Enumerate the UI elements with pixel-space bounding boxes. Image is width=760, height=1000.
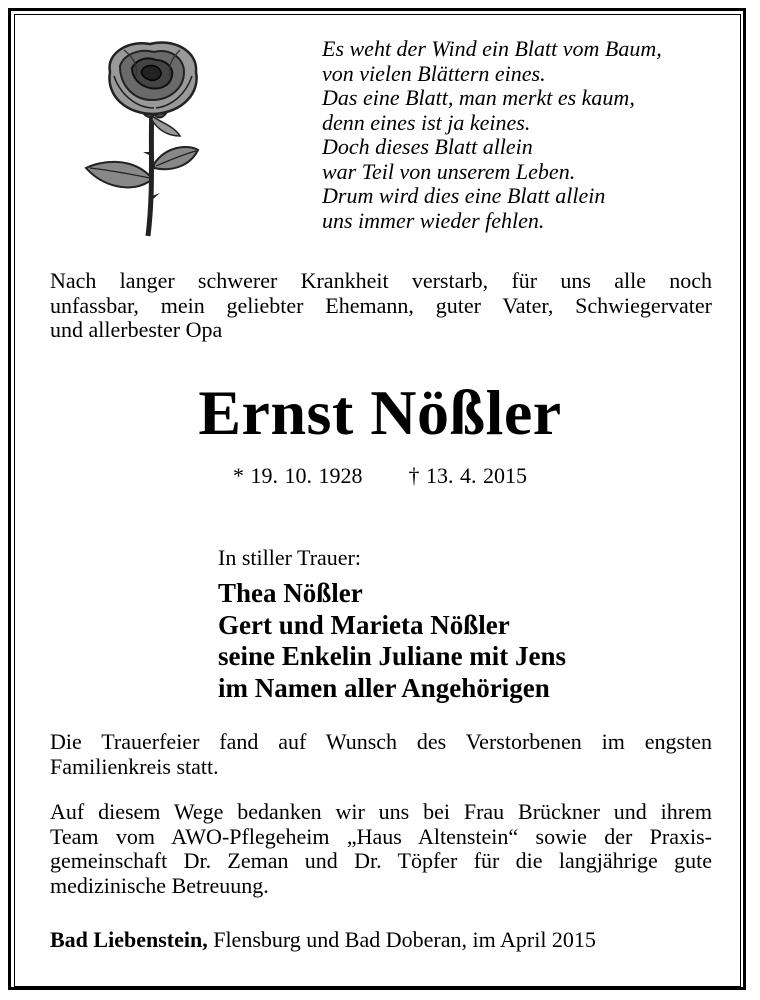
poem-line: Drum wird dies eine Blatt allein: [322, 183, 606, 208]
mourner-name: Gert und Marieta Nößler: [218, 609, 510, 640]
rose-icon: [80, 36, 220, 241]
poem: [322, 37, 722, 233]
poem-line: von vielen Blättern eines.: [322, 60, 546, 86]
thanks-line: medizinische Betreuung.: [50, 872, 269, 898]
funeral-note-line: Familienkreis statt.: [50, 753, 219, 779]
poem-line: denn eines ist ja keines.: [322, 109, 531, 135]
thanks-text: [50, 800, 712, 898]
death-date: † 13. 4. 2015: [408, 463, 527, 488]
funeral-note: [50, 730, 712, 779]
poem-line: Das eine Blatt, man merkt es kaum,: [322, 85, 635, 110]
thanks-line: Auf diesem Wege bedanken wir uns bei Frau Brückner und ihrem: [50, 799, 712, 824]
poem-line: uns immer wieder fehlen.: [322, 207, 545, 233]
poem-line: Doch dieses Blatt allein: [322, 134, 533, 159]
funeral-note-line: Die Trauerfeier fand auf Wunsch des Verstorbenen im engsten: [50, 729, 712, 754]
signoff-place: Bad Liebenstein,: [50, 927, 208, 952]
mourners-list: [218, 578, 566, 704]
mourner-name: seine Enkelin Juliane mit Jens: [218, 641, 567, 671]
intro-line: und allerbester Opa: [50, 317, 223, 342]
thanks-line: Team vom AWO-Pflegeheim „Haus Altenstein“ sowie der Praxis-: [50, 823, 712, 849]
mourning-label: In stiller Trauer:: [218, 545, 361, 570]
intro-line: unfassbar, mein geliebter Ehemann, guter Vater, Schwiegervater: [50, 292, 712, 318]
poem-line: war Teil von unserem Leben.: [322, 158, 576, 184]
mourner-name: Thea Nößler: [218, 578, 363, 608]
mourner-name: im Namen aller Angehörigen: [218, 672, 550, 703]
intro-text: [50, 269, 712, 343]
signoff: [50, 927, 596, 953]
birth-date: * 19. 10. 1928: [233, 463, 363, 488]
deceased-name: Ernst Nößler: [198, 377, 562, 448]
intro-line: Nach langer schwerer Krankheit verstarb, für uns alle noch: [50, 268, 712, 293]
thanks-line: gemeinschaft Dr. Zeman und Dr. Töpfer für die langjährige gute: [50, 848, 712, 873]
life-dates: [0, 463, 760, 489]
poem-line: Es weht der Wind ein Blatt vom Baum,: [322, 36, 662, 61]
signoff-rest: Flensburg und Bad Doberan, im April 2015: [207, 927, 596, 952]
